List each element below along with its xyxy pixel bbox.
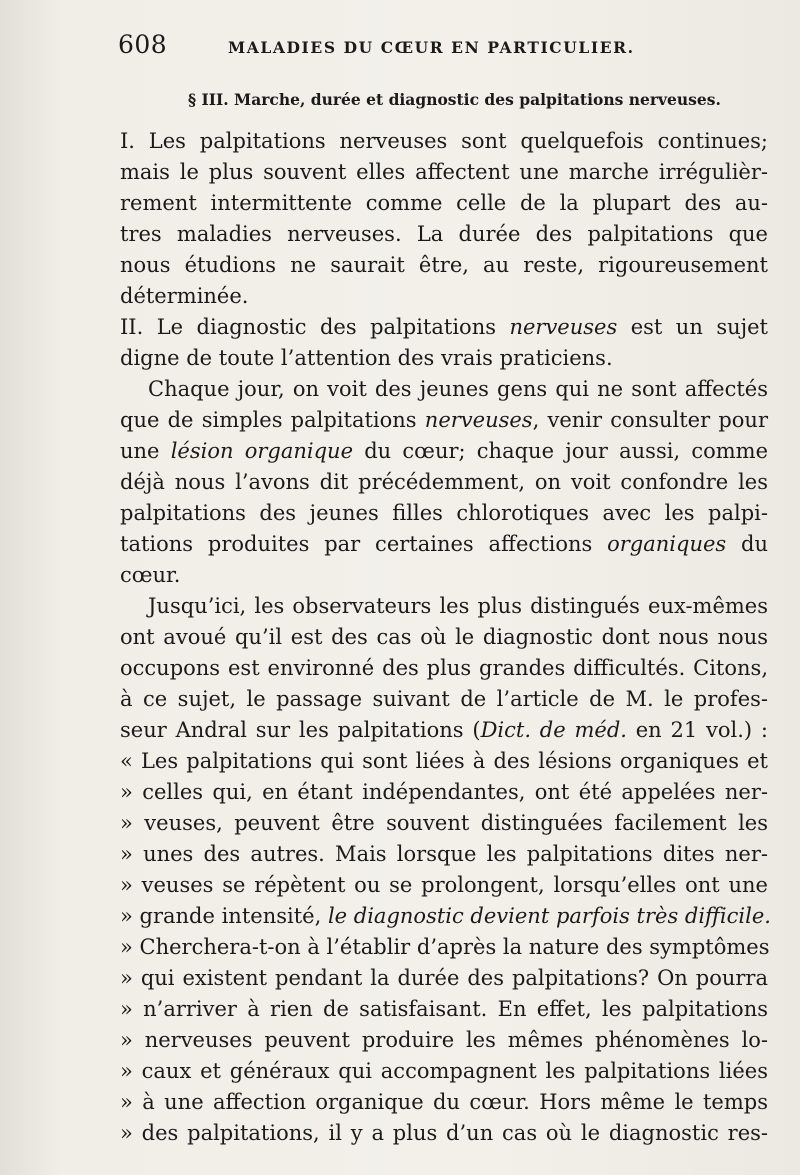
text-segment: que de simples palpitations bbox=[120, 408, 425, 432]
section-heading: § III. Marche, durée et diagnostic des palpitations nerveuses. bbox=[188, 90, 721, 109]
text-line bbox=[120, 591, 768, 622]
text-segment: tres maladies nerveuses. La durée des palpitations que bbox=[120, 222, 768, 246]
text-segment: ont avoué qu’il est des cas où le diagnostic dont nous nous bbox=[120, 625, 768, 649]
text-line bbox=[120, 157, 768, 188]
text-line bbox=[120, 622, 768, 653]
text-segment: cœur. bbox=[120, 563, 181, 587]
text-segment: « Les palpitations qui sont liées à des lésions organiques et bbox=[120, 749, 768, 773]
text-segment: » grande intensité, bbox=[120, 904, 328, 928]
text-line bbox=[120, 560, 768, 591]
text-segment: tations produites par certaines affections bbox=[120, 532, 608, 556]
running-title: MALADIES DU CŒUR EN PARTICULIER. bbox=[228, 38, 635, 57]
text-segment: I. Les palpitations nerveuses sont quelquefois continues; bbox=[120, 129, 768, 153]
text-segment: Chaque jour, on voit des jeunes gens qui ne sont affectés bbox=[148, 377, 768, 401]
text-line bbox=[120, 808, 768, 839]
italic-text: le diagnostic devient parfois très difficile. bbox=[327, 904, 771, 928]
text-segment: » nerveuses peuvent produire les mêmes phénomènes lo- bbox=[120, 1028, 768, 1052]
text-segment: mais le plus souvent elles affectent une marche irrégulièr- bbox=[120, 160, 768, 184]
text-segment: » n’arriver à rien de satisfaisant. En effet, les palpitations bbox=[120, 997, 768, 1021]
text-segment: Jusqu’ici, les observateurs les plus distingués eux-mêmes bbox=[148, 594, 768, 618]
text-segment: occupons est environné des plus grandes difficultés. Citons, bbox=[120, 656, 768, 680]
text-line bbox=[120, 870, 768, 901]
text-segment: à ce sujet, le passage suivant de l’article de M. le profes- bbox=[120, 687, 768, 711]
text-segment: » veuses se répètent ou se prolongent, lorsqu’elles ont une bbox=[120, 873, 768, 897]
text-segment: déterminée. bbox=[120, 284, 249, 308]
text-segment: palpitations des jeunes filles chlorotiques avec les palpi- bbox=[120, 501, 768, 525]
text-line bbox=[120, 405, 768, 436]
text-line bbox=[120, 281, 768, 312]
text-segment: digne de toute l’attention des vrais praticiens. bbox=[120, 346, 613, 370]
text-line bbox=[120, 746, 768, 777]
text-line bbox=[120, 374, 768, 405]
italic-text: lésion organique bbox=[170, 439, 354, 463]
text-line bbox=[120, 250, 768, 281]
text-segment: , venir consulter pour bbox=[532, 408, 768, 432]
text-line bbox=[120, 498, 768, 529]
text-line bbox=[120, 994, 768, 1025]
text-segment: » unes des autres. Mais lorsque les palpitations dites ner- bbox=[120, 842, 768, 866]
text-line bbox=[120, 436, 768, 467]
text-segment: une bbox=[120, 439, 171, 463]
text-line bbox=[120, 219, 768, 250]
text-line bbox=[120, 963, 768, 994]
text-segment: » veuses, peuvent être souvent distinguées facilement les bbox=[120, 811, 768, 835]
text-segment: » caux et généraux qui accompagnent les palpitations liées bbox=[120, 1059, 768, 1083]
text-line bbox=[120, 529, 768, 560]
text-line bbox=[120, 1118, 768, 1149]
text-segment: en 21 vol.) : bbox=[626, 718, 769, 742]
text-segment: rement intermittente comme celle de la plupart des au- bbox=[120, 191, 768, 215]
text-line bbox=[120, 653, 768, 684]
text-segment: » qui existent pendant la durée des palpitations? On pourra bbox=[120, 966, 768, 990]
text-line bbox=[120, 1056, 768, 1087]
text-line bbox=[120, 188, 768, 219]
page-number: 608 bbox=[118, 30, 168, 59]
text-segment: du bbox=[726, 532, 768, 556]
text-line bbox=[120, 684, 768, 715]
text-line bbox=[120, 777, 768, 808]
text-segment: » celles qui, en étant indépendantes, ont été appelées ner- bbox=[120, 780, 768, 804]
text-line bbox=[120, 901, 771, 932]
text-line bbox=[120, 715, 768, 746]
italic-text: organiques bbox=[607, 532, 727, 556]
italic-text: Dict. de méd. bbox=[480, 718, 627, 742]
page-header bbox=[118, 30, 718, 66]
text-segment: nous étudions ne saurait être, au reste, rigoureusement bbox=[120, 253, 768, 277]
text-segment: » des palpitations, il y a plus d’un cas où le diagnostic res- bbox=[120, 1121, 768, 1145]
text-line bbox=[120, 467, 768, 498]
text-segment: » Cherchera-t-on à l’établir d’après la nature des symptômes bbox=[120, 935, 770, 959]
text-line bbox=[120, 1025, 768, 1056]
body-text bbox=[120, 126, 771, 1149]
text-segment: seur Andral sur les palpitations ( bbox=[120, 718, 481, 742]
text-line bbox=[120, 932, 768, 963]
text-segment: est un sujet bbox=[617, 315, 768, 339]
text-segment: du cœur; chaque jour aussi, comme bbox=[353, 439, 769, 463]
text-segment: déjà nous l’avons dit précédemment, on voit confondre les bbox=[120, 470, 768, 494]
text-line bbox=[120, 126, 768, 157]
italic-text: nerveuses bbox=[424, 408, 533, 432]
text-line bbox=[120, 343, 768, 374]
text-line bbox=[120, 1087, 768, 1118]
text-segment: » à une affection organique du cœur. Hors même le temps bbox=[120, 1090, 768, 1114]
text-line bbox=[120, 839, 768, 870]
text-segment: II. Le diagnostic des palpitations bbox=[120, 315, 510, 339]
italic-text: nerveuses bbox=[509, 315, 618, 339]
text-line bbox=[120, 312, 768, 343]
